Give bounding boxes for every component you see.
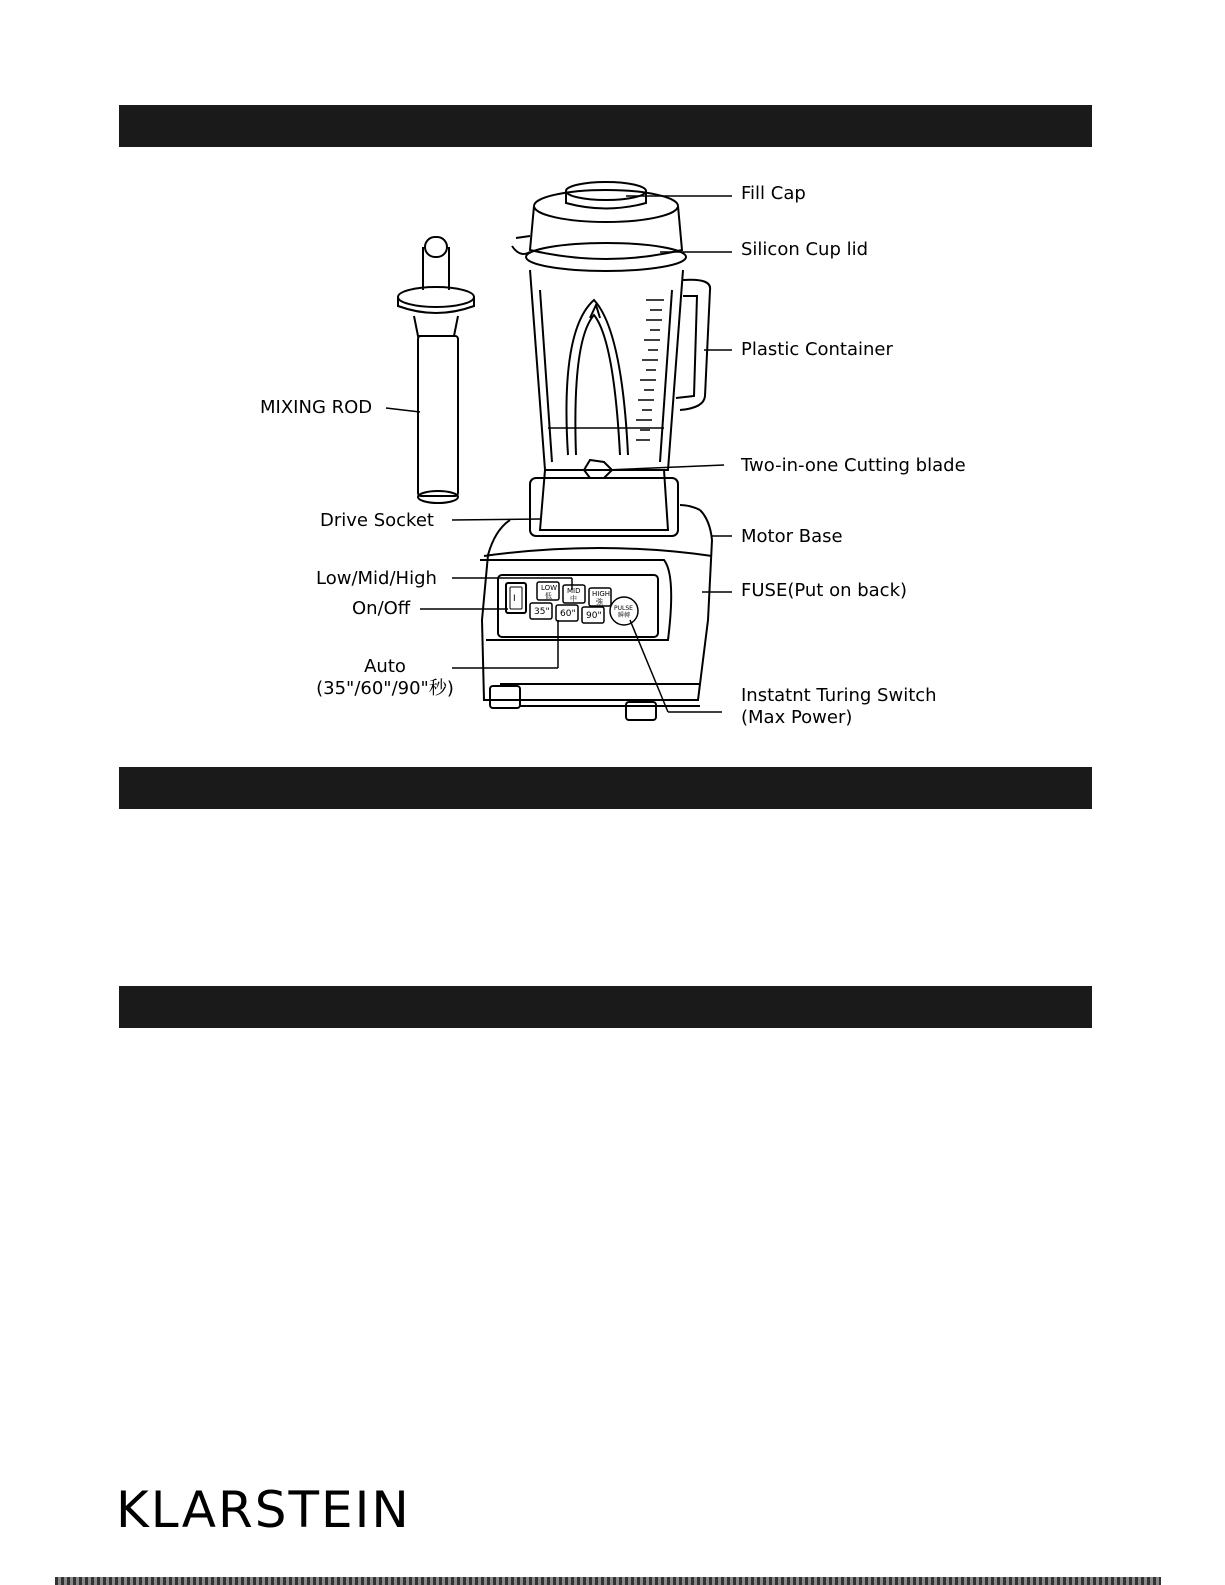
label-auto-times: (35"/60"/90"秒) — [316, 678, 454, 699]
label-silicon-cup-lid: Silicon Cup lid — [741, 239, 869, 260]
blender-diagram — [0, 0, 1225, 760]
label-fill-cap: Fill Cap — [741, 183, 806, 204]
power-switch-glyph: I — [513, 594, 516, 604]
label-drive-socket: Drive Socket — [320, 510, 434, 531]
label-motor-base: Motor Base — [741, 526, 843, 547]
section-header-bar-2 — [119, 767, 1092, 809]
label-instant-switch: Instatnt Turing Switch — [741, 685, 937, 706]
pulse-button-cn: 瞬轉 — [618, 612, 631, 619]
timer-90-label: 90" — [586, 611, 602, 621]
label-fuse: FUSE(Put on back) — [741, 580, 908, 601]
label-low-mid-high: Low/Mid/High — [316, 568, 437, 589]
label-plastic-container: Plastic Container — [741, 339, 893, 360]
leader-lines — [386, 196, 732, 712]
high-button-label: HIGH — [592, 590, 611, 598]
label-cutting-blade: Two-in-one Cutting blade — [741, 455, 966, 476]
low-button-cn: 低 — [545, 592, 552, 600]
low-button-label: LOW — [541, 584, 558, 592]
pulse-button-label: PULSE — [614, 605, 633, 612]
brand-logo: KLARSTEIN — [116, 1481, 411, 1539]
label-auto: Auto — [364, 656, 406, 677]
section-header-bar-3 — [119, 986, 1092, 1028]
mixing-rod-drawing — [398, 237, 474, 503]
bottom-edge-strip — [55, 1577, 1161, 1585]
timer-60-label: 60" — [560, 609, 576, 619]
high-button-cn: 強 — [596, 598, 603, 606]
label-on-off: On/Off — [352, 598, 411, 619]
label-mixing-rod: MIXING ROD — [260, 397, 373, 418]
label-max-power: (Max Power) — [741, 707, 853, 728]
mid-button-label: MID — [567, 587, 581, 595]
mid-button-cn: 中 — [570, 595, 577, 603]
jar-drawing — [512, 182, 710, 536]
timer-35-label: 35" — [534, 607, 550, 617]
